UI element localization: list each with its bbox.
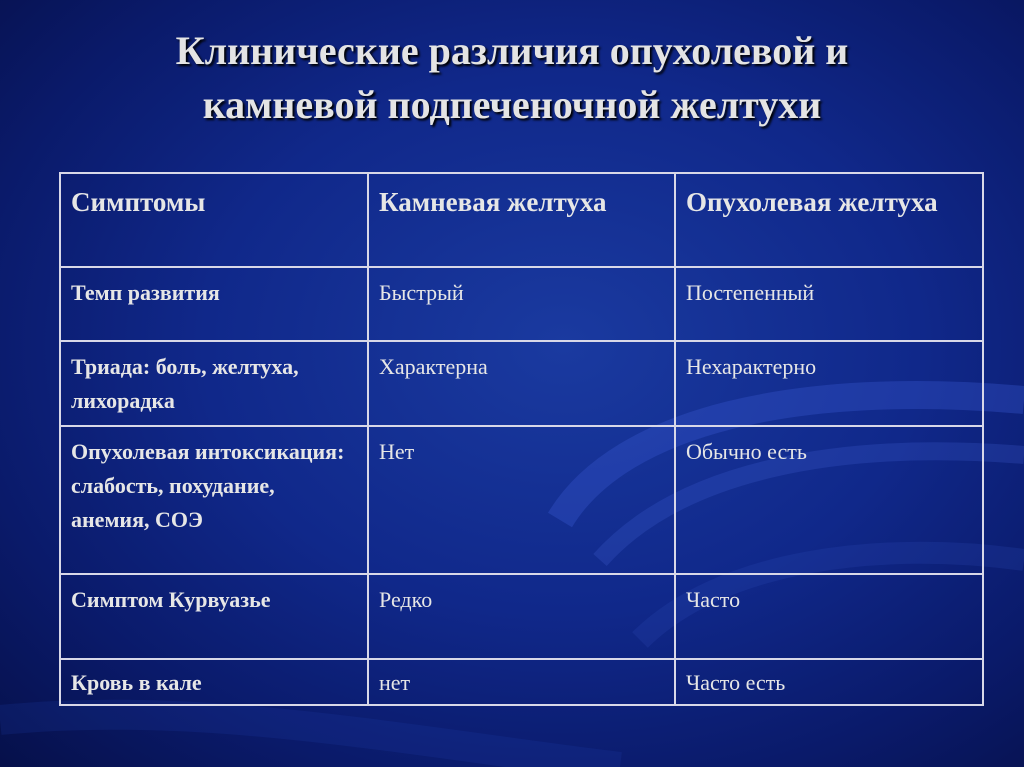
- tumor-value-cell: Постепенный: [675, 267, 983, 341]
- table-row: [60, 341, 983, 426]
- slide-title-line-2: камневой подпеченочной желтухи: [202, 82, 822, 127]
- symptom-cell: Триада: боль, желтуха, лихорадка: [60, 341, 368, 426]
- tumor-value-cell: Обычно есть: [675, 426, 983, 574]
- tumor-value-cell: Часто есть: [675, 659, 983, 705]
- symptom-cell: Кровь в кале: [60, 659, 368, 705]
- table-header-row: [60, 173, 983, 267]
- table-row: [60, 267, 983, 341]
- stone-value-cell: Характерна: [368, 341, 675, 426]
- stone-value-cell: нет: [368, 659, 675, 705]
- stone-value-cell: Редко: [368, 574, 675, 659]
- header-symptoms: Симптомы: [60, 173, 368, 267]
- table-row: [60, 426, 983, 574]
- slide-title-line-1: Клинические различия опухолевой и: [175, 28, 849, 73]
- comparison-table: [59, 172, 984, 706]
- tumor-value-cell: Часто: [675, 574, 983, 659]
- stone-value-cell: Быстрый: [368, 267, 675, 341]
- table-row: [60, 574, 983, 659]
- slide-title: [60, 24, 964, 132]
- table-row: [60, 659, 983, 705]
- header-tumor-jaundice: Опухолевая желтуха: [675, 173, 983, 267]
- symptom-cell: Симптом Курвуазье: [60, 574, 368, 659]
- symptom-cell: Опухолевая интоксикация: слабость, похудание, анемия, СОЭ: [60, 426, 368, 574]
- symptom-cell: Темп развития: [60, 267, 368, 341]
- stone-value-cell: Нет: [368, 426, 675, 574]
- tumor-value-cell: Нехарактерно: [675, 341, 983, 426]
- header-stone-jaundice: Камневая желтуха: [368, 173, 675, 267]
